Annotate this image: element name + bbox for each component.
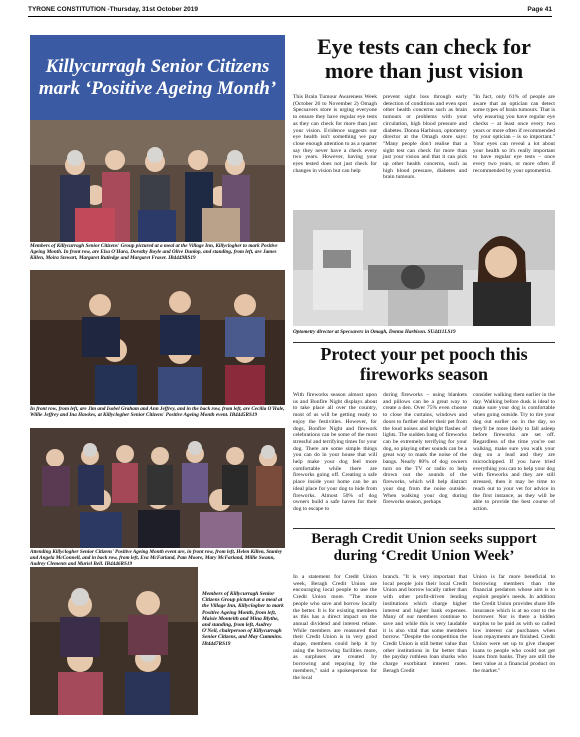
pet-col-2: during fireworks – using blankets and pillows can be a great way to create a den. Over 75% even choose to close the curtains, windows and doors to further shelter their pet from the loud noises and bright flashes of lights. The sudden bang of fireworks can be extremely terrifying for your dog, so playing other sounds can be a great way to mask the noise of the bangs. Nearly 80% of dog owners turn on the TV or radio to help drown out the sounds of the fireworks, which will help distract your dog from the noise outside. When walking your dog during fireworks season, perhaps <box>383 392 467 506</box>
group-photo-4 <box>30 567 198 715</box>
photo-2-caption: In front row, from left, are Jim and Isobel Graham and Ann Jeffrey, and in the back row, from left, are Cecilia O'Hale, Willie Jeffrey and Ina Hawkes, at Killyclogher Senior Citizens' Positive Ageing Month event. IB4445RS19 <box>30 406 285 418</box>
eye-col-3: "In fact, only 61% of people are aware that an optician can detect some types of brain tumours. That is why ensuring you have regular eye checks – at least once every two years or more often if recommended by your optician – is so important." Your eyes can reveal a lot about your health so it's really important to have regular eye tests – once every two years, or more often if recommended by your optometrist. <box>473 94 555 174</box>
page-header <box>28 4 552 16</box>
eye-tests-headline: Eye tests can check for more than just vision <box>317 34 531 83</box>
photo-1-caption: Members of Killycurragh Senior Citizens' Group pictured at a meal at the Village Inn, Killyclogher to mark Positive Ageing Month. In front row, are Elsa O'Hara, Dorothy Boyle and Olive Dunlop, and standing, from left, are James Killen, Moira Stewart, Margaret Rutledge and Margaret Fraser. IB4449RS19 <box>30 243 278 261</box>
credit-col-2: branch. "It is very important that local people join their local Credit Union and borrow locally rather than with other profit-driven lending institutions which charge higher interest and higher bank expenses. Many of our members continue to save and while this is very laudable it is also vital that some members borrow. "Despite the competition the Credit Union is still better value that other institutions in far better than the payday ruthless loan sharks who charge exorbitant interest rates. Beragh Credit <box>383 574 467 674</box>
killycurragh-headline: Killycurragh Senior Citizens mark ‘Positive Ageing Month’ <box>38 55 277 99</box>
credit-col-1: In a statement for Credit Union week, Beragh Credit Union are encouraging local people to use the Credit Union more. "The more people who save and borrow locally the better. It is for existing members as this has a direct impact on the annual dividend and interest rebate. While members are reassured that their Credit Union is in very good shape, members could help it by using the borrowing facilities more, as surpluses are created by borrowing and repaying by the members," said a spokesperson for the local <box>293 574 377 681</box>
group-photo-2 <box>30 270 285 405</box>
pet-headline: Protect your pet pooch this fireworks season <box>320 344 528 384</box>
group-photo-1 <box>30 120 285 242</box>
credit-union-headline: Beragh Credit Union seeks support during ‘Credit Union Week’ <box>311 531 537 564</box>
killycurragh-title-box <box>30 35 285 120</box>
eye-col-1: This Brain Tumour Awareness Week (October 26 to November 2) Omagh Specsavers store is urging everyone to ensure they have regular eye tests as they can check for more than just your vision. Evidence suggests our eye health isn't something we pay close enough attention to as a quarter say they never have a check every two years. However, having your eyes tested does not just check for changes in vision but can help <box>293 94 377 174</box>
optometrist-photo <box>293 210 555 326</box>
header-page-number: Page 41 <box>527 6 552 13</box>
header-publication-date: TYRONE CONSTITUTION -Thursday, 31st October 2019 <box>28 6 198 13</box>
pet-col-1: With fireworks season almost upon us and Bonfire Night displays about to take place all over the country, most of us will be getting ready to enjoy the festivities. However, for dogs, Bonfire Night and firework celebrations can be some of the most stressful and terrifying times for your dog. There are some simple things you can do in your house that will help make your dog feel more comfortable while there are fireworks going off. Creating a safe place inside your home can be an ideal place for your dog to hide from fireworks. Almost 50% of dog owners build a safe haven for their dog to escape to <box>293 392 377 512</box>
header-rule <box>28 16 552 17</box>
pet-col-3: consider walking them earlier in the day. Walking before dusk is ideal to make sure your dog is comfortable when going outside. Try to tire your dog out earlier on in the day, so they'll be more likely to fall asleep before fireworks are set off. Regardless of the time you're out walking, make sure you walk your dog on a lead and they are microchipped. If you have tried everything you can to help your dog with fireworks and they are still stressed, then it may be time to reach out to your vet for advice in the first instance, as they will be able to provide the best course of action. <box>473 392 555 512</box>
eye-col-2: prevent sight loss through early detection of conditions and even spot other health concerns such as brain tumours or problems with your circulation, high blood pressure and diabetes. Donna Harbison, optometry director at the Omagh store says: "Many people don't realise that a sight test can check for more than just your vision and that it can pick up other health concerns, such as high blood pressure, diabetes and brain tumours. <box>383 94 467 181</box>
photo-4-caption: Members of Killycurragh Senior Citizens Group pictured at a meal at the Village Inn, Killyclogher to mark Positive Ageing Month, from left, Maisie Monteith and Mina Blythe, and standing, from left, Audrey O'Neil, chairperson of Killycurragh Senior Citizens, and May Cummins. IB4447RS19 <box>202 591 284 647</box>
optometrist-caption: Optometry director at Specsavers in Omagh, Donna Harbison. SU4411LS19 <box>293 329 456 335</box>
credit-col-3: Union is far more beneficial to borrowing members than the financial predators whose aim is to exploit people's needs. In addition the Credit Union provides share life insurance which is at no cost to the borrower. Nor is there a hidden surplus to be paid as with so called low interest car purchases when loan repayments are finished. Credit Union were set up to give cheaper loans to people who could not get loans from banks. They are still the best value at a financial product on the market." <box>473 574 555 674</box>
photo-3-caption: Attending Killyclogher Senior Citizens' Positive Ageing Month event are, in front row, from left, Helen Killen, Stanley and Angela McConnell, and in back row, from left, Eva McFarland, Pam Moore, Mary McFarland, Millie Swann, Audrey Clements and Muriel Bell. IB4446RS19 <box>30 549 283 567</box>
divider-credit <box>293 528 555 529</box>
divider-pet <box>293 342 555 343</box>
group-photo-3 <box>30 428 285 548</box>
